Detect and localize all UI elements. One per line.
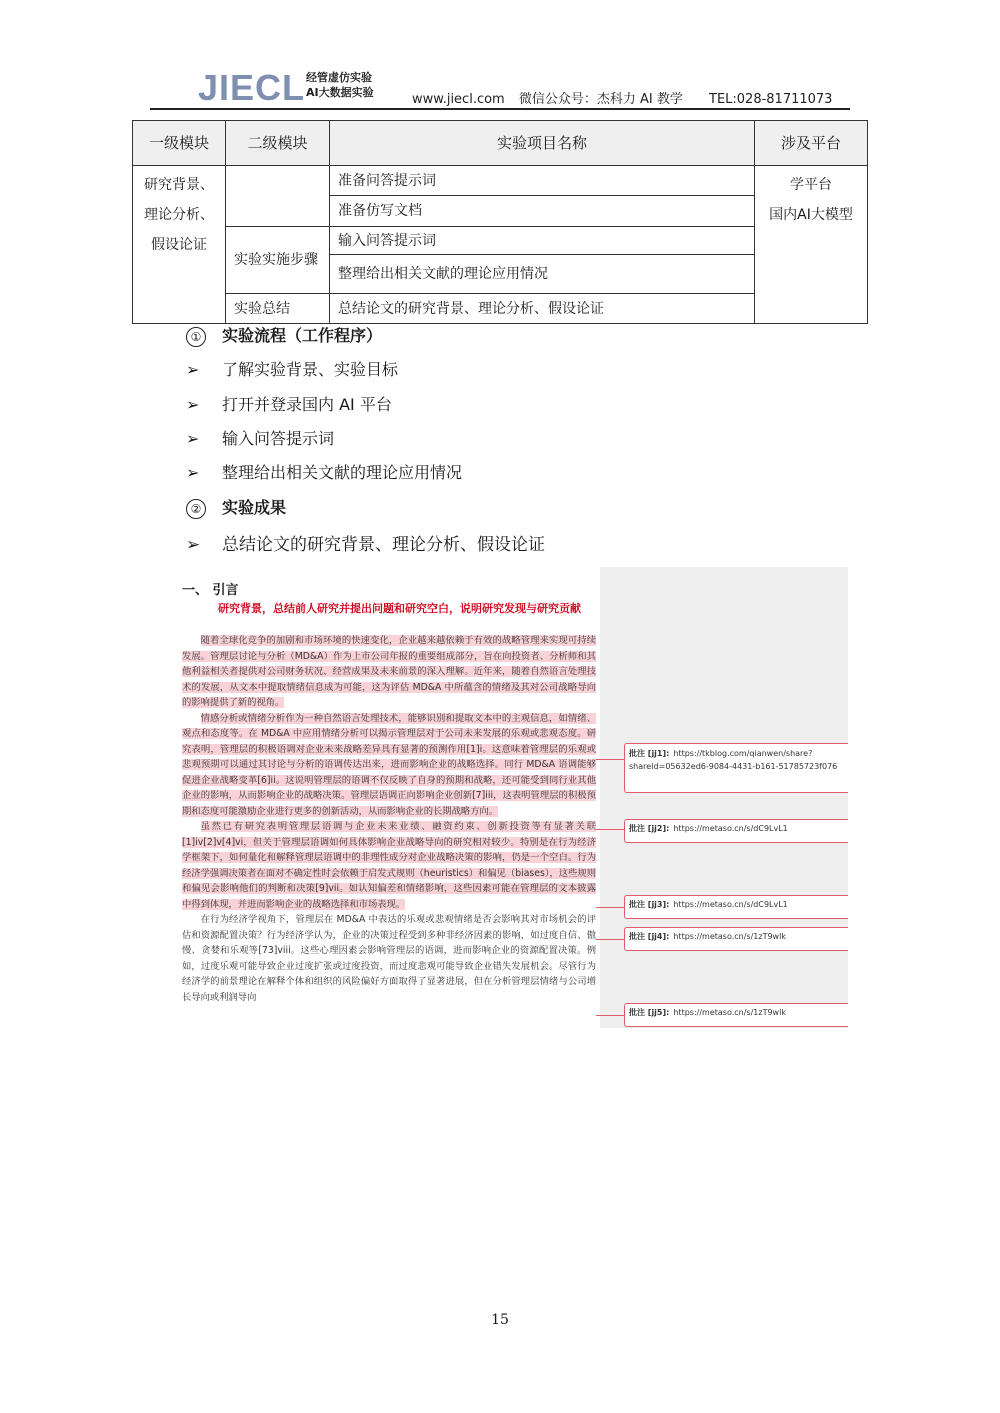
logo-subtitle: 经管虚仿实验 AI大数据实验 [306,71,374,99]
arrow-bullet-icon: ➢ [186,360,200,379]
comment-connector [596,829,624,830]
header-rule [150,108,850,110]
circled-number: ② [186,499,206,519]
doc-paragraph: 情感分析或情绪分析作为一种自然语言处理技术，能够识别和提取文本中的主观信息，如情绪、观点和态度等。在 MD&A 中应用情绪分析可以揭示管理层对于公司未来发展的乐观或悲观态度。研究表明，管理层的积极语调对企业未来战略差异具有显著的预测作用[1]i。这意味着管理层的乐观或悲观预期可以通过其讨论与分析的语调传达出来，进而影响企业的战略选择。同行 MD&A 语调能够促进企业战略变革[6]ii。这说明管理层的语调不仅反映了自身的预期和战略，还可能受到同行业其他企业的影响，从而影响企业的战略决策。管理层语调正向影响企业创新[7]iii，这表明管理层的积极预期和态度可能激励企业进行更多的创新活动，从而影响企业的长期战略方向。 [182,712,596,817]
level2-empty-cell [226,166,330,227]
header-contact [412,88,842,107]
item-cell: 总结论文的研究背景、理论分析、假设论证 [330,294,755,324]
logo: JIECL [198,67,306,108]
wechat-text: 微信公众号：杰科力 AI 教学 [518,92,683,107]
comment-box[interactable]: 批注 [jj2]: https://metaso.cn/s/dC9LvL1 [624,819,848,843]
module-table [132,120,868,324]
comment-connector [596,1015,624,1016]
list-item: ➢ 整理给出相关文献的理论应用情况 [186,461,462,485]
platform-cell: 学平台 国内AI大模型 [755,166,868,324]
level2-summary-cell: 实验总结 [226,294,330,324]
item-cell: 准备问答提示词 [330,166,755,196]
arrow-bullet-icon: ➢ [186,395,200,414]
comment-box[interactable]: 批注 [jj3]: https://metaso.cn/s/dC9LvL1 [624,895,848,919]
table-header-cell: 实验项目名称 [330,121,755,166]
doc-red-title: 研究背景，总结前人研究并提出问题和研究空白，说明研究发现与研究贡献 [218,602,581,615]
circled-number: ① [186,327,206,347]
document-screenshot [178,567,848,1028]
doc-heading: 一、 引言 [182,583,239,598]
item-cell: 准备仿写文档 [330,196,755,227]
list-item: ➢ 打开并登录国内 AI 平台 [186,393,392,417]
comment-box[interactable]: 批注 [jj4]: https://metaso.cn/s/1zT9wlk [624,927,848,951]
page-number: 15 [491,1312,509,1328]
arrow-bullet-icon: ➢ [186,429,200,448]
comment-connector [596,759,624,760]
item-cell: 输入问答提示词 [330,227,755,255]
comment-box[interactable]: 批注 [jj5]: https://metaso.cn/s/1zT9wlk [624,1003,848,1027]
comment-connector [596,907,624,908]
doc-paragraph: 随着全球化竞争的加剧和市场环境的快速变化，企业越来越依赖于有效的战略管理来实现可持续发展。管理层讨论与分析（MD&A）作为上市公司年报的重要组成部分，旨在向投资者、分析师和其他利益相关者提供对公司财务状况、经营成果及未来前景的深入理解。近年来，随着自然语言处理技术的发展，从文本中提取情绪信息成为可能，这为评估 MD&A 中所蕴含的情绪及其对公司战略导向的影响提供了新的视角。 [182,635,596,708]
table-header-row [133,121,868,166]
doc-body [182,633,596,1005]
table-header-cell: 一级模块 [133,121,226,166]
table-header-cell: 涉及平台 [755,121,868,166]
list-item: ➢ 输入问答提示词 [186,427,334,451]
comment-pane [600,567,848,1028]
item-cell: 整理给出相关文献的理论应用情况 [330,255,755,294]
list-item: ➢ 了解实验背景、实验目标 [186,358,398,382]
doc-paragraph: 在行为经济学视角下，管理层在 MD&A 中表达的乐观或悲观情绪是否会影响其对市场机会的评估和资源配置决策？行为经济学认为，企业的决策过程受到多种非经济因素的影响，如过度自信、傲慢、贪婪和乐观等[73]viii。这些心理因素会影响管理层的语调，进而影响企业的资源配置决策。例如，过度乐观可能导致企业过度扩张或过度投资，而过度悲观可能导致企业错失发展机会。尽管行为经济学的前景理论在解释个体和组织的风险偏好方面取得了显著进展，但在分析管理层情绪与公司增长导向或利润导向 [182,914,596,1003]
tel-text: TEL:028-81711073 [709,92,833,107]
list-item: ➢ 总结论文的研究背景、理论分析、假设论证 [186,535,545,555]
level2-steps-cell: 实验实施步骤 [226,227,330,294]
flow-heading: ① 实验流程（工作程序） [186,324,382,348]
level1-cell: 研究背景、 理论分析、 假设论证 [133,166,226,324]
arrow-bullet-icon: ➢ [186,463,200,482]
table-row [133,166,868,196]
arrow-bullet-icon: ➢ [186,535,201,555]
website-link[interactable]: www.jiecl.com [412,92,505,107]
page-header [150,60,850,110]
comment-connector [596,939,624,940]
doc-paragraph: 虽然已有研究表明管理层语调与企业未来业绩、融资约束、创新投资等有显著关联[1]iv[2]v[4]vi，但关于管理层语调如何具体影响企业战略导向的研究相对较少。特别是在行为经济学框架下，如何量化和解释管理层语调中的非理性成分对企业战略决策的影响，仍是一个空白。行为经济学强调决策者在面对不确定性时会依赖于启发式规则（heuristics）和偏见（biases），这些规则和偏见会影响他们的判断和决策[9]vii。如认知偏差和情绪影响，这些因素可能在管理层的文本披露中得到体现，并进而影响企业的战略选择和市场表现。 [182,821,596,910]
comment-box[interactable]: 批注 [jj1]: https://tkblog.com/qianwen/share?shareId=05632ed6-9084-4431-b161-51785723f076 [624,743,848,793]
result-heading: ② 实验成果 [186,496,286,520]
table-header-cell: 二级模块 [226,121,330,166]
